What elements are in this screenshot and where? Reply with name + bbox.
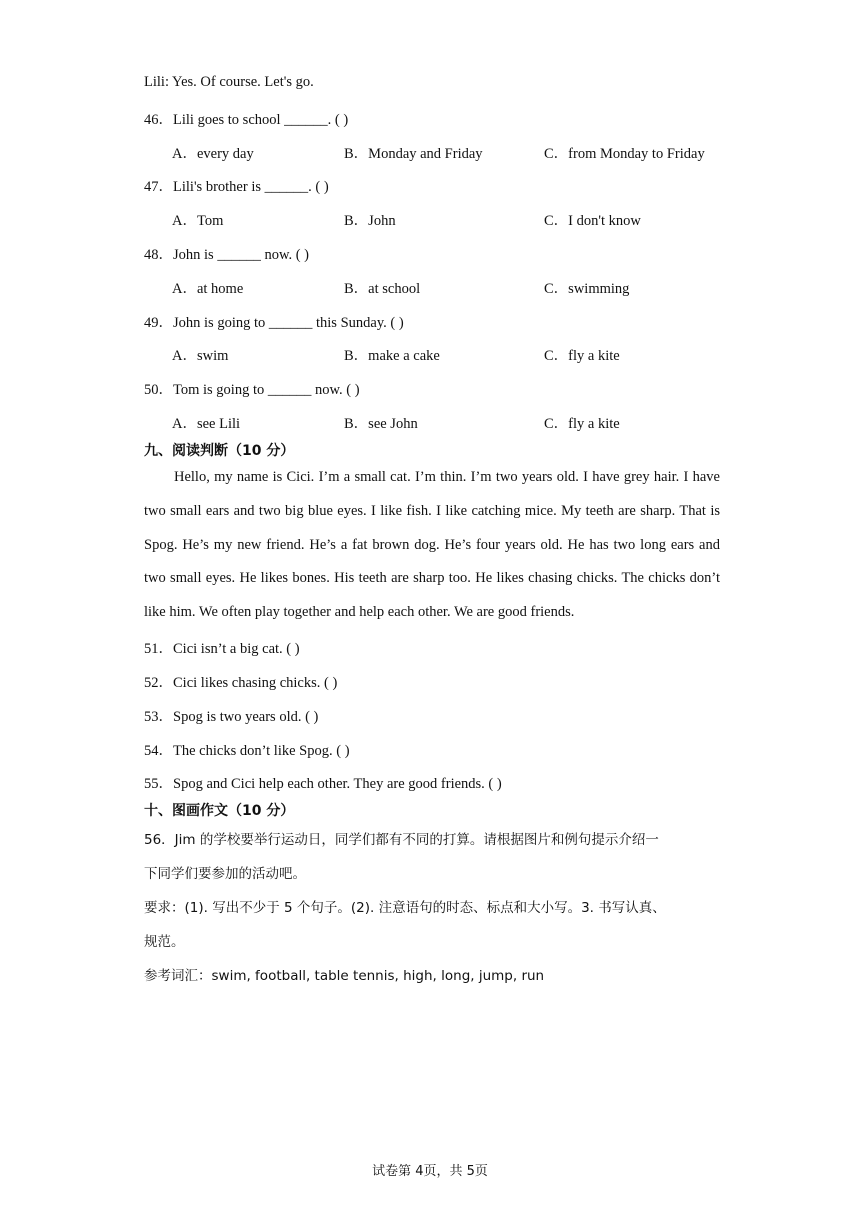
option-b: B．at school [344, 281, 421, 297]
option-a: A．Tom [172, 213, 224, 229]
question-number: 50 [144, 382, 159, 398]
option-c: C．I don't know [544, 213, 641, 229]
question-46: 46．Lili goes to school ______. ( ) [144, 112, 349, 128]
option-a: A．swim [172, 348, 229, 364]
option-a: A．every day [172, 146, 254, 162]
question-number: 47 [144, 179, 159, 195]
option-b: B．Monday and Friday [344, 146, 483, 162]
question-text: Tom is going to ______ now. ( ) [173, 382, 360, 398]
option-b: B．John [344, 213, 396, 229]
statement-text: Cici isn’t a big cat. ( ) [173, 641, 300, 657]
intro-line: Lili: Yes. Of course. Let's go. [144, 74, 314, 90]
option-c: C．fly a kite [544, 348, 620, 364]
question-number: 46 [144, 112, 159, 128]
statement-52: 52．Cici likes chasing chicks. ( ) [144, 675, 338, 691]
question-text: Lili goes to school ______. ( ) [173, 112, 349, 128]
question-number: 49 [144, 315, 159, 331]
question-text: John is going to ______ this Sunday. ( ) [173, 315, 404, 331]
statement-55: 55．Spog and Cici help each other. They are good friends. ( ) [144, 776, 502, 792]
question-56-line-1: 56．Jim 的学校要举行运动日，同学们都有不同的打算。请根据图片和例句提示介绍一 [144, 832, 659, 848]
statement-text: The chicks don’t like Spog. ( ) [173, 743, 350, 759]
vocabulary-line: 参考词汇：swim, football, table tennis, high, long, jump, run [144, 968, 545, 984]
statement-54: 54．The chicks don’t like Spog. ( ) [144, 743, 350, 759]
option-c: C．fly a kite [544, 416, 620, 432]
question-49: 49．John is going to ______ this Sunday. ( ) [144, 315, 404, 331]
reading-passage: Hello, my name is Cici. I’m a small cat. I’m thin. I’m two years old. I have grey hair. I have two small ears and two big blue eyes. I like fish. I like catching mice. My teeth are sharp. That is Spog. He’s my new friend. He’s a fat brown dog. He’s four years old. He has two long ears and two small eyes. He likes bones. His teeth are sharp too. He likes chasing chicks. The chicks don’t like him. We often play together and help each other. We are good friends. [144, 469, 720, 621]
section-10-title: 十、图画作文（10 分） [144, 803, 295, 819]
statement-51: 51．Cici isn’t a big cat. ( ) [144, 641, 300, 657]
statement-number: 53 [144, 709, 159, 725]
question-48: 48．John is ______ now. ( ) [144, 247, 310, 263]
option-a: A．see Lili [172, 416, 241, 432]
statement-text: Cici likes chasing chicks. ( ) [173, 675, 338, 691]
option-c: C．swimming [544, 281, 630, 297]
requirements-line-1: 要求：(1). 写出不少于 5 个句子。(2). 注意语句的时态、标点和大小写。3. 书写认真、 [144, 900, 666, 916]
question-text: Lili's brother is ______. ( ) [173, 179, 329, 195]
question-number: 48 [144, 247, 159, 263]
section-9-title: 九、阅读判断（10 分） [144, 443, 295, 459]
statement-53: 53．Spog is two years old. ( ) [144, 709, 319, 725]
option-a: A．at home [172, 281, 244, 297]
requirements-line-2: 规范。 [144, 934, 185, 950]
option-c: C．from Monday to Friday [544, 146, 705, 162]
statement-number: 52 [144, 675, 159, 691]
statement-number: 55 [144, 776, 159, 792]
page-footer: 试卷第 4页，共 5页 [372, 1164, 488, 1179]
statement-text: Spog and Cici help each other. They are good friends. ( ) [173, 776, 502, 792]
statement-number: 51 [144, 641, 159, 657]
statement-text: Spog is two years old. ( ) [173, 709, 319, 725]
option-b: B．see John [344, 416, 418, 432]
option-b: B．make a cake [344, 348, 440, 364]
question-50: 50．Tom is going to ______ now. ( ) [144, 382, 360, 398]
question-56-line-2: 下同学们要参加的活动吧。 [144, 866, 306, 882]
statement-number: 54 [144, 743, 159, 759]
question-47: 47．Lili's brother is ______. ( ) [144, 179, 329, 195]
question-text: John is ______ now. ( ) [173, 247, 310, 263]
